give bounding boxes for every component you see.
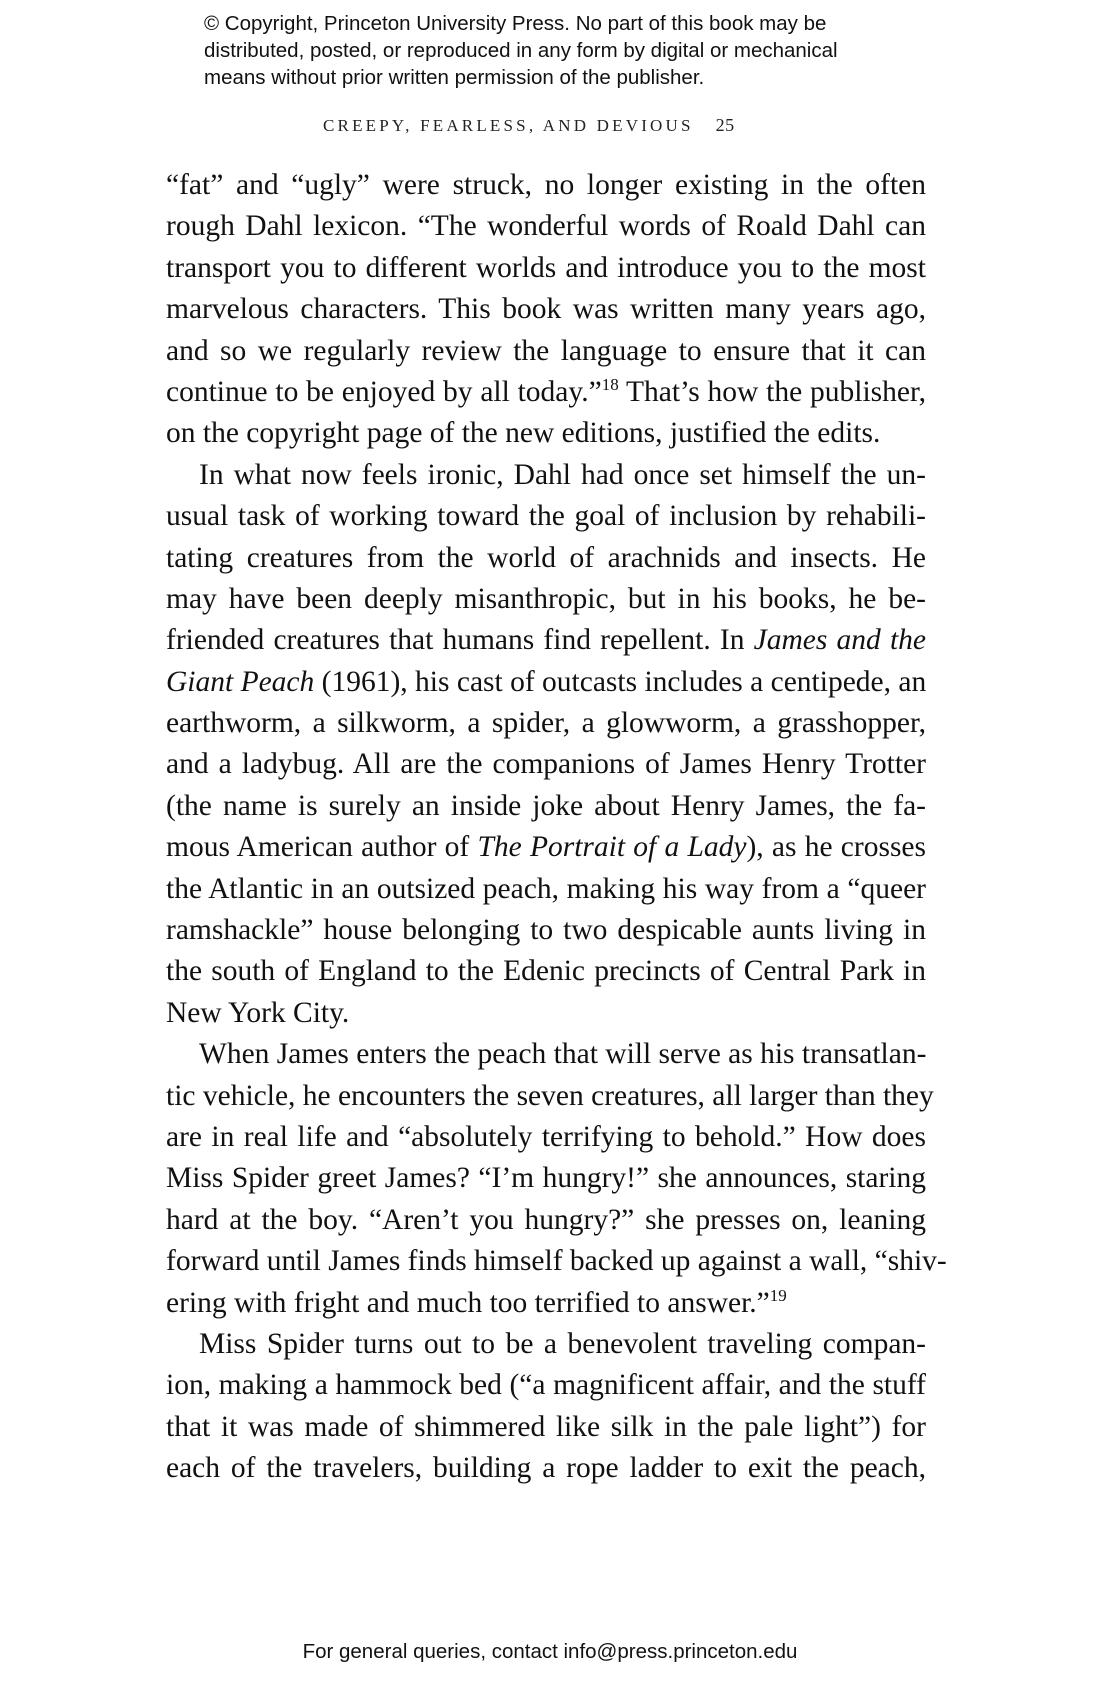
text-line: usual task of working toward the goal of inclusion by rehabili-	[166, 500, 926, 533]
text-line: each of the travelers, building a rope ladder to exit the peach,	[166, 1452, 926, 1485]
copyright-line: © Copyright, Princeton University Press. No part of this book may be	[204, 12, 827, 35]
text-line: the Atlantic in an outsized peach, making his way from a “queer	[166, 872, 926, 905]
text-line	[166, 372, 926, 413]
book-title: James and the	[753, 624, 926, 657]
footer-contact: For general queries, contact info@press.princeton.edu	[302, 1640, 798, 1663]
running-head	[323, 115, 735, 136]
text-line: New York City.	[166, 996, 350, 1029]
paragraph	[166, 455, 926, 1034]
text-line: tating creatures from the world of arachnids and insects. He	[166, 541, 926, 574]
text-line: In what now feels ironic, Dahl had once set himself the un-	[199, 458, 926, 491]
text-line: earthworm, a silkworm, a spider, a glowworm, a grasshopper,	[166, 707, 926, 740]
copyright-line: distributed, posted, or reproduced in any form by digital or mechanical	[204, 39, 838, 62]
text-line: transport you to different worlds and introduce you to the most	[166, 251, 926, 284]
paragraph	[166, 1324, 926, 1490]
paragraph	[166, 165, 926, 455]
text-segment: friended creatures that humans find repellent. In	[166, 624, 754, 657]
text-line	[166, 662, 926, 703]
text-line: are in real life and “absolutely terrifying to behold.” How does	[166, 1120, 926, 1153]
text-segment: mous American author of	[166, 831, 478, 864]
text-line: Miss Spider turns out to be a benevolent traveling compan-	[199, 1327, 926, 1360]
book-title: The Portrait of a Lady	[477, 831, 747, 864]
copyright-line: means without prior written permission of the publisher.	[204, 66, 705, 89]
text-line: and a ladybug. All are the companions of James Henry Trotter	[166, 748, 926, 781]
text-line: ion, making a hammock bed (“a magnificent affair, and the stuff	[166, 1369, 926, 1402]
body-text	[166, 165, 947, 1490]
text-line: forward until James finds himself backed up against a wall, “shiv-	[166, 1245, 947, 1278]
text-line: ramshackle” house belonging to two despicable aunts living in	[166, 914, 926, 947]
copyright-notice	[204, 10, 924, 91]
text-line: may have been deeply misanthropic, but in his books, he be-	[166, 582, 926, 615]
text-segment: (1961), his cast of outcasts includes a centipede, an	[314, 665, 927, 698]
text-line: marvelous characters. This book was written many years ago,	[166, 293, 926, 326]
running-head-title: CREEPY, FEARLESS, AND DEVIOUS	[323, 116, 694, 135]
footnote-ref: 18	[601, 374, 619, 394]
text-line: rough Dahl lexicon. “The wonderful words of Roald Dahl can	[166, 210, 926, 243]
text-segment: continue to be enjoyed by all today.”	[166, 375, 602, 408]
text-line: on the copyright page of the new editions, justified the edits.	[166, 417, 881, 450]
text-line: Miss Spider greet James? “I’m hungry!” she announces, staring	[166, 1162, 926, 1195]
text-line: that it was made of shimmered like silk in the pale light”) for	[166, 1410, 926, 1443]
text-line: hard at the boy. “Aren’t you hungry?” she presses on, leaning	[166, 1203, 926, 1236]
text-line: the south of England to the Edenic precincts of Central Park in	[166, 955, 926, 988]
text-line: tic vehicle, he encounters the seven creatures, all larger than they	[166, 1079, 934, 1112]
text-line	[166, 620, 926, 661]
text-segment: ), as he crosses	[746, 831, 926, 864]
book-title: Giant Peach	[166, 665, 315, 698]
page-number: 25	[715, 115, 735, 135]
text-segment: ering with fright and much too terrified to answer.”	[166, 1286, 770, 1319]
text-segment: That’s how the publisher,	[618, 375, 926, 408]
text-line	[166, 827, 926, 868]
text-line: “fat” and “ugly” were struck, no longer existing in the often	[166, 169, 926, 201]
text-line	[166, 1283, 926, 1324]
footnote-ref: 19	[769, 1285, 787, 1305]
text-line: When James enters the peach that will serve as his transatlan-	[199, 1038, 927, 1071]
paragraph	[166, 1034, 947, 1324]
text-line: and so we regularly review the language to ensure that it can	[166, 334, 926, 367]
text-line: (the name is surely an inside joke about Henry James, the fa-	[166, 789, 926, 822]
